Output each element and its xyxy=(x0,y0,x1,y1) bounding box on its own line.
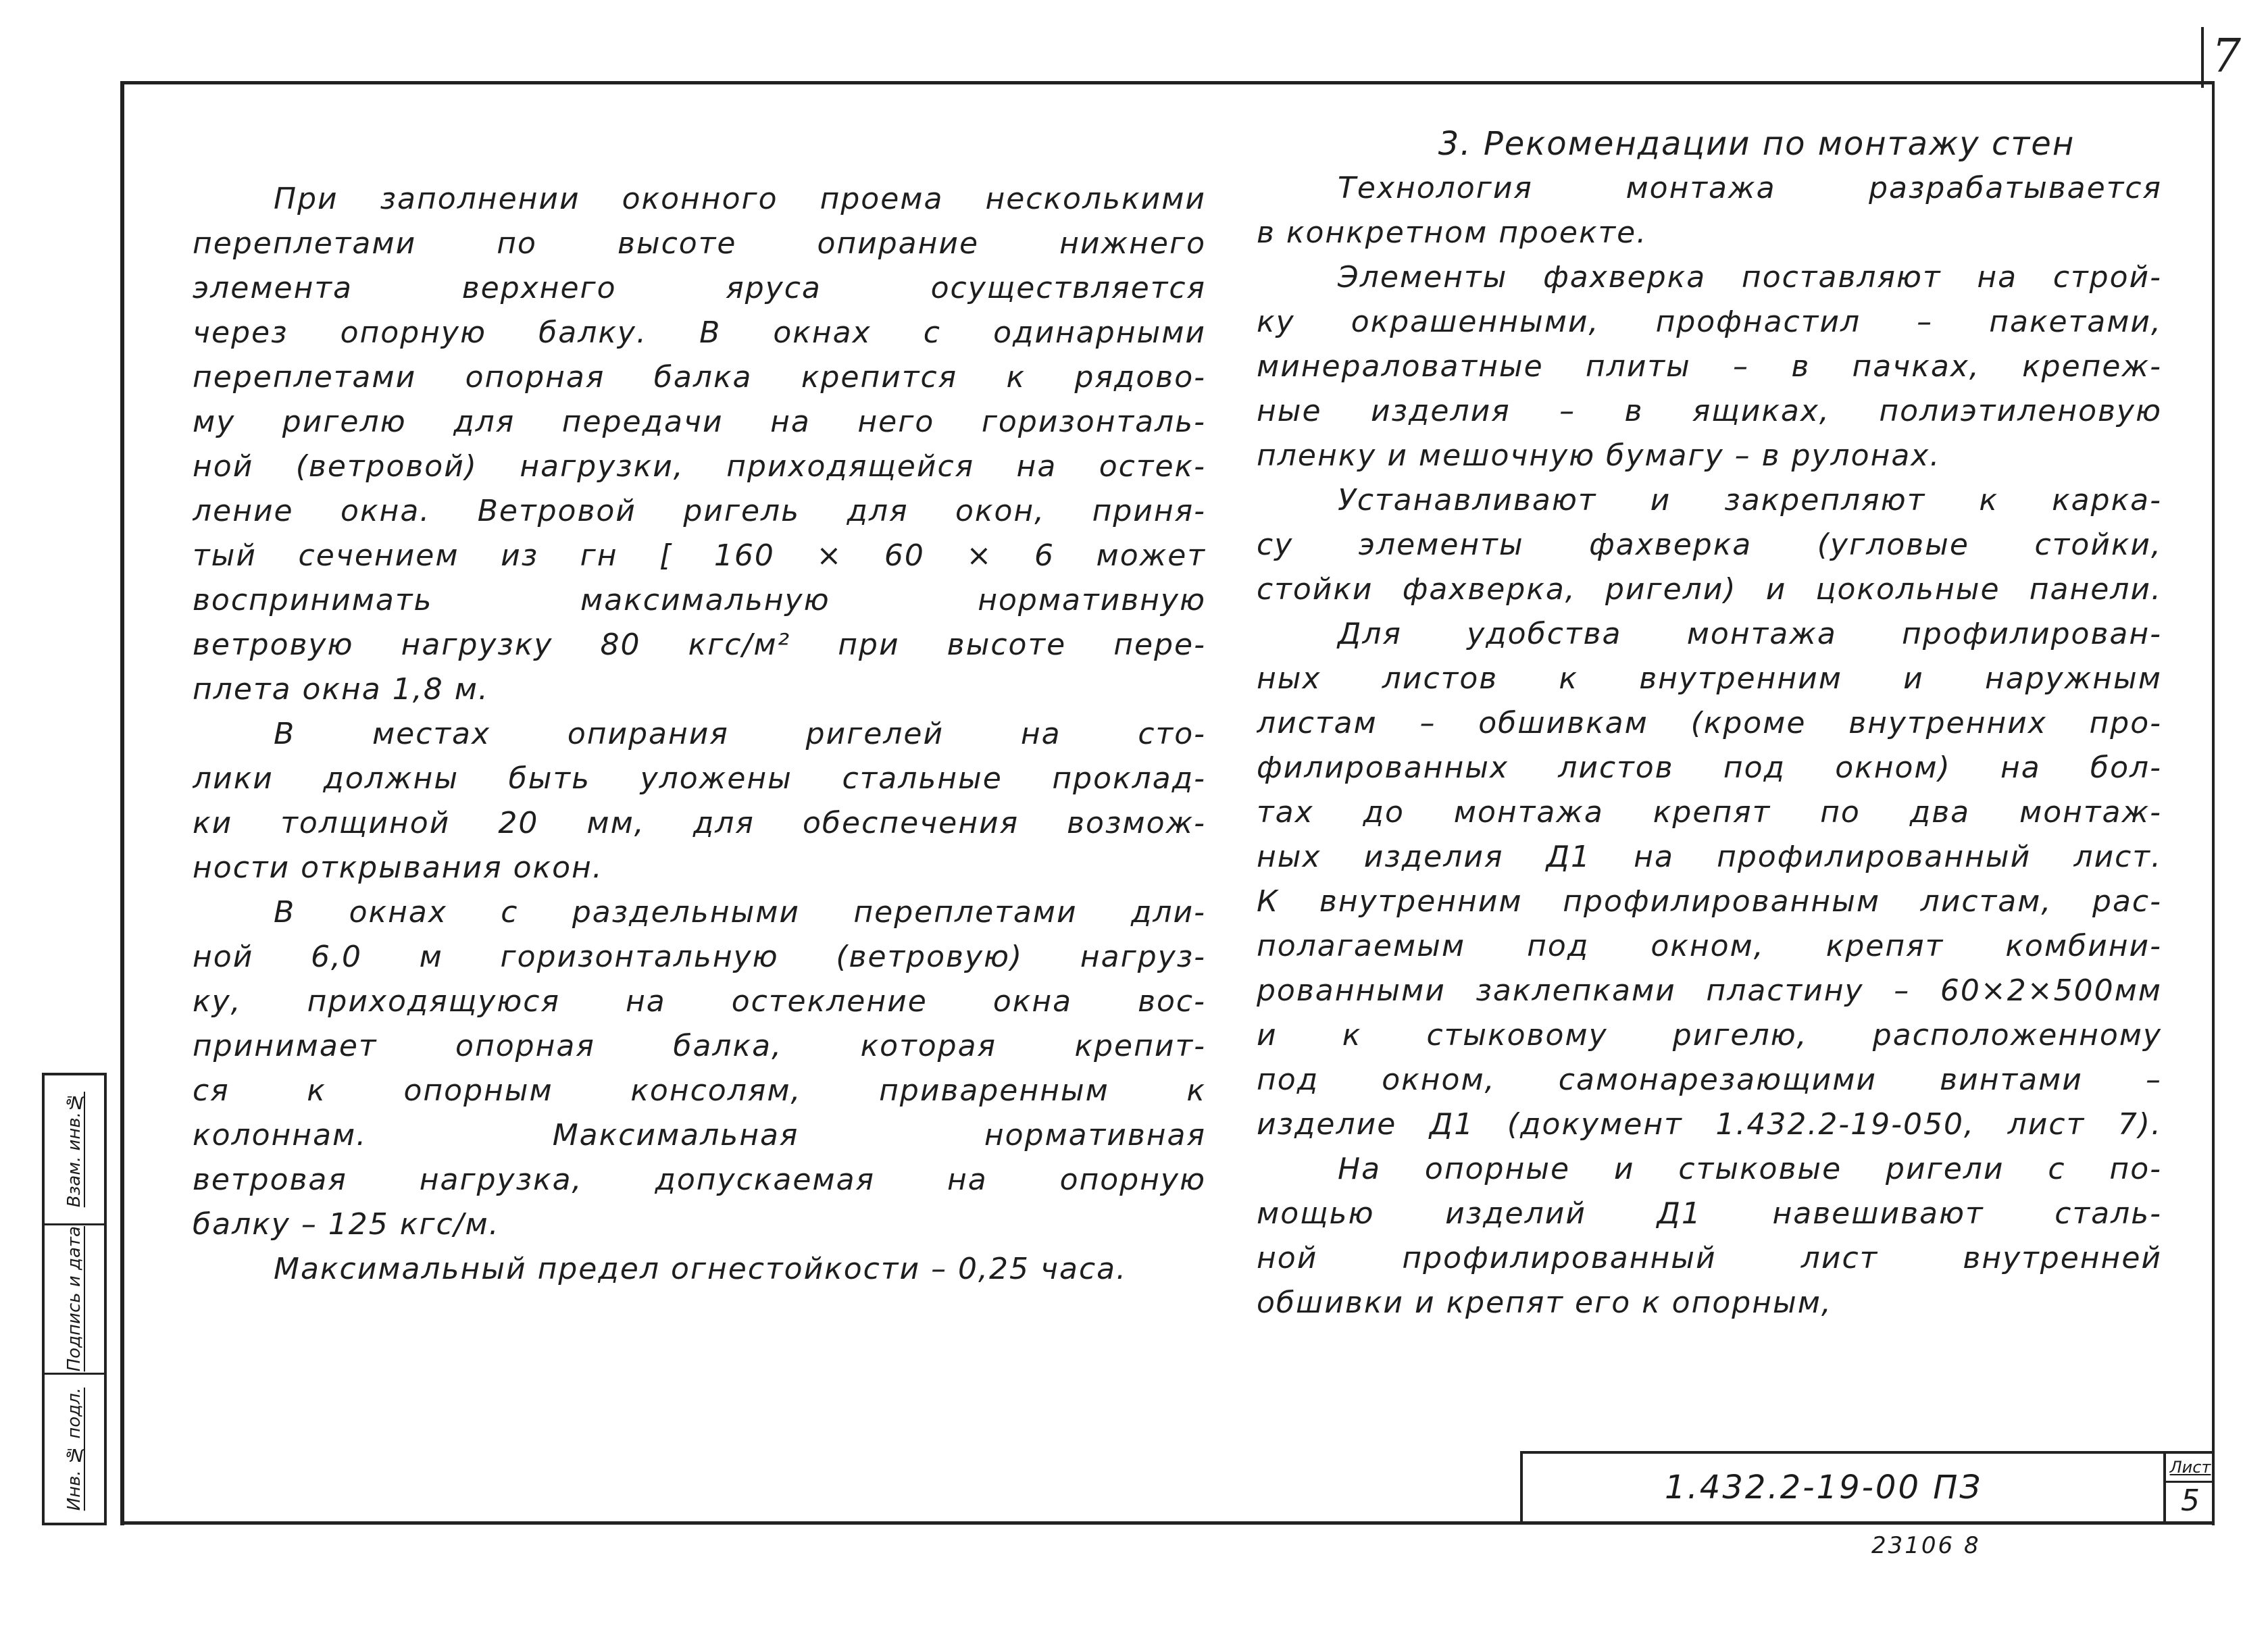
text-line: тый сечением из гн [ 160 × 60 × 6 может xyxy=(193,538,1206,573)
footer-number: 23106 8 xyxy=(1871,1532,1981,1559)
text-line: плета окна 1,8 м. xyxy=(193,672,489,707)
text-line: и к стыковому ригелю, расположенному xyxy=(1257,1018,2162,1052)
text-line: ных листов к внутренним и наружным xyxy=(1257,661,2162,696)
text-line: Максимальный предел огнестойкости – 0,25 часа. xyxy=(274,1252,1128,1286)
text-line: ной 6,0 м горизонтальную (ветровую) нагруз- xyxy=(193,940,1206,974)
text-line: рованными заклепками пластину – 60×2×500мм xyxy=(1257,973,2162,1008)
title-block xyxy=(1520,1451,2215,1521)
text-line: В местах опирания ригелей на сто- xyxy=(274,717,1206,751)
text-line: ности открывания окон. xyxy=(193,850,603,885)
document-code: 1.432.2-19-00 ПЗ xyxy=(1665,1469,1983,1506)
sheet-box xyxy=(2163,1454,2215,1521)
text-line: ветровая нагрузка, допускаемая на опорную xyxy=(193,1163,1206,1197)
text-line: ной (ветровой) нагрузки, приходящейся на остек- xyxy=(193,449,1206,484)
text-line: При заполнении оконного проема несколькими xyxy=(274,182,1206,216)
text-line: принимает опорная балка, которая крепит- xyxy=(193,1029,1206,1063)
side-stamp-label: Взам. инв.№ xyxy=(64,1091,84,1207)
text-line: Устанавливают и закрепляют к карка- xyxy=(1338,483,2162,517)
text-line: изделие Д1 (документ 1.432.2-19-050, лист 7). xyxy=(1257,1107,2162,1142)
corner-divider xyxy=(2201,27,2204,88)
text-line: под окном, самонарезающими винтами – xyxy=(1257,1063,2162,1097)
text-line: ление окна. Ветровой ригель для окон, приня- xyxy=(193,494,1206,528)
text-line: переплетами по высоте опирание нижнего xyxy=(193,226,1206,261)
page-corner-number: 7 xyxy=(2211,30,2241,83)
text-line: элемента верхнего яруса осуществляется xyxy=(193,271,1206,305)
text-line: Для удобства монтажа профилирован- xyxy=(1338,617,2162,651)
text-line: На опорные и стыковые ригели с по- xyxy=(1338,1152,2162,1186)
text-line: колоннам. Максимальная нормативная xyxy=(193,1118,1206,1152)
text-line: ки толщиной 20 мм, для обеспечения возмож- xyxy=(193,806,1206,840)
text-line: стойки фахверка, ригели) и цокольные панели. xyxy=(1257,572,2162,607)
text-line: ной профилированный лист внутренней xyxy=(1257,1241,2162,1275)
text-line: пленку и мешочную бумагу – в рулонах. xyxy=(1257,438,1941,473)
section-title: 3. Рекомендации по монтажу стен xyxy=(1438,125,2075,163)
right-text-column xyxy=(1257,122,2162,1325)
text-line: тах до монтажа крепят по два монтаж- xyxy=(1257,795,2162,830)
sheet-label: Лист xyxy=(2166,1454,2215,1483)
text-line: ся к опорным консолям, приваренным к xyxy=(193,1073,1206,1108)
side-stamp-label: Подпись и дата xyxy=(64,1226,84,1372)
text-line: ные изделия – в ящиках, полиэтиленовую xyxy=(1257,394,2162,428)
text-line: ку, приходящуюся на остекление окна вос- xyxy=(193,984,1206,1019)
text-line: обшивки и крепят его к опорным, xyxy=(1257,1286,1832,1320)
left-text-column xyxy=(193,177,1206,1292)
text-line: му ригелю для передачи на него горизонталь- xyxy=(193,405,1206,439)
side-stamp-cell xyxy=(45,1225,104,1375)
text-line: воспринимать максимальную нормативную xyxy=(193,583,1206,617)
text-line: полагаемым под окном, крепят комбини- xyxy=(1257,929,2162,963)
side-stamp-cell xyxy=(45,1375,104,1523)
text-line: Технология монтажа разрабатывается xyxy=(1338,171,2162,205)
text-line: минераловатные плиты – в пачках, крепеж- xyxy=(1257,349,2162,384)
frame-bottom-line xyxy=(120,1521,2215,1525)
text-line: В окнах с раздельными переплетами дли- xyxy=(274,895,1206,930)
text-line: в конкретном проекте. xyxy=(1257,215,1648,250)
text-line: К внутренним профилированным листам, рас- xyxy=(1257,884,2162,919)
text-line: лики должны быть уложены стальные проклад- xyxy=(193,761,1206,796)
text-line: ку окрашенными, профнастил – пакетами, xyxy=(1257,305,2162,339)
text-line: балку – 125 кгс/м. xyxy=(193,1207,500,1242)
side-stamp xyxy=(42,1073,107,1525)
text-line: Элементы фахверка поставляют на строй- xyxy=(1338,260,2162,295)
text-line: через опорную балку. В окнах с одинарными xyxy=(193,315,1206,350)
text-line: ветровую нагрузку 80 кгс/м² при высоте пере- xyxy=(193,628,1206,662)
side-stamp-cell xyxy=(45,1075,104,1225)
text-line: ных изделия Д1 на профилированный лист. xyxy=(1257,840,2162,874)
sheet-number: 5 xyxy=(2181,1483,2200,1518)
text-line: мощью изделий Д1 навешивают сталь- xyxy=(1257,1196,2162,1231)
side-stamp-label: Инв. № подл. xyxy=(64,1387,84,1510)
text-line: листам – обшивкам (кроме внутренних про- xyxy=(1257,706,2162,740)
text-line: су элементы фахверка (угловые стойки, xyxy=(1257,528,2162,562)
text-line: переплетами опорная балка крепится к рядово- xyxy=(193,360,1206,395)
text-line: филированных листов под окном) на бол- xyxy=(1257,751,2162,785)
